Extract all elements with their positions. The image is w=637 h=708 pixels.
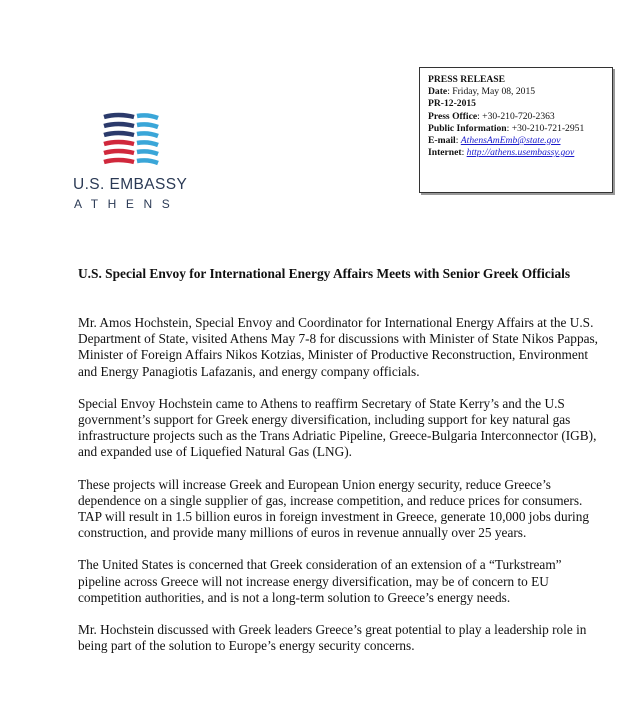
- email-label: E-mail: [428, 135, 456, 147]
- document-title: U.S. Special Envoy for International Energy Affairs Meets with Senior Greek Officials: [78, 266, 571, 281]
- logo-athens-text: ATHENS: [74, 197, 180, 211]
- embassy-flag-logo-icon: [70, 112, 200, 172]
- public-info-value: : +30-210-721-2951: [506, 122, 585, 134]
- press-release-info-box: PRESS RELEASE Date: Friday, May 08, 2015 PR-12-2015 Press Office: +30-210-720-2363 Public Information: +30-210-721-2951 E-mail: AthensAmEmb@state.gov Internet: http://athens.usembassy.gov: [419, 67, 613, 193]
- release-number: PR-12-2015: [428, 98, 476, 110]
- press-release-heading: PRESS RELEASE: [428, 74, 506, 85]
- internet-label: Internet: [428, 147, 462, 159]
- email-link[interactable]: AthensAmEmb@state.gov: [460, 135, 561, 147]
- document-body: [78, 315, 600, 670]
- date-label: Date: [428, 86, 448, 98]
- logo-embassy-text: U.S. EMBASSY: [73, 176, 188, 193]
- public-info-label: Public Information: [428, 122, 507, 134]
- paragraph: Special Envoy Hochstein came to Athens to reaffirm Secretary of State Kerry’s and the U.S government’s support for Greek energy diversification, including support for key natural gas infrastructure projects such as the Trans Adriatic Pipeline, Greece-Bulgaria Interconnector (IGB), and expanded use of Liquefied Natural Gas (LNG).: [78, 395, 597, 460]
- paragraph: These projects will increase Greek and European Union energy security, reduce Greece’s dependence on a single supplier of gas, increase competition, and reduce prices for consumers. TAP will result in 1.5 billion euros in foreign investment in Greece, generate 10,000 jobs during construction, and provide many millions of euros in revenue annually over 25 years.: [78, 476, 590, 541]
- paragraph: The United States is concerned that Greek consideration of an extension of a “Turkstream” pipeline across Greece will not increase energy diversification, may be of concern to EU competition authorities, and is not a long-term solution to Greece’s energy needs.: [78, 557, 562, 605]
- press-office-value: : +30-210-720-2363: [477, 110, 555, 122]
- press-office-label: Press Office: [428, 110, 478, 122]
- paragraph: Mr. Hochstein discussed with Greek leaders Greece’s great potential to play a leadership role in being part of the solution to Europe’s energy security concerns.: [78, 622, 587, 654]
- website-link[interactable]: http://athens.usembassy.gov: [466, 147, 575, 159]
- paragraph: Mr. Amos Hochstein, Special Envoy and Coordinator for International Energy Affairs at the U.S. Department of State, visited Athens May 7-8 for discussions with Minister of State Nikos Pappas, Minister of Foreign Affairs Nikos Kotzias, Minister of Productive Reconstruction, Environment and Energy Panagiotis Lafazanis, and energy company officials.: [78, 315, 598, 379]
- date-value: : Friday, May 08, 2015: [447, 86, 536, 98]
